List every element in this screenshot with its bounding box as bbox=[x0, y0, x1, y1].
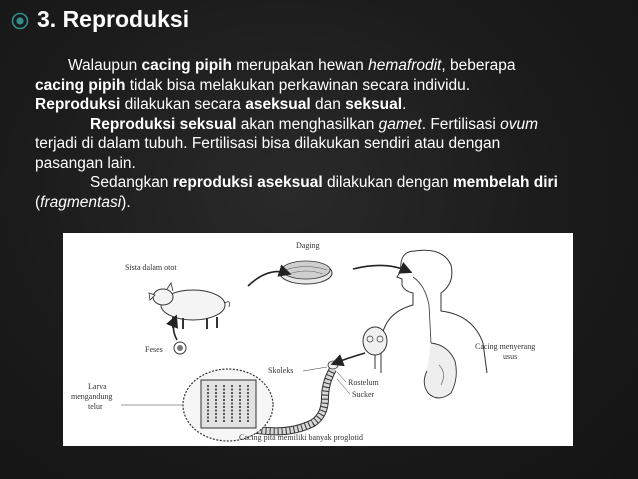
paragraph-line: Sedangkan reproduksi aseksual dilakukan dengan membelah diri bbox=[90, 174, 558, 191]
label-cacing-pita: Cacing pita memiliki banyak proglotid bbox=[239, 433, 363, 442]
meat-illustration bbox=[280, 261, 332, 284]
label-larva-2: mengandung bbox=[71, 392, 113, 401]
paragraph-line: Reproduksi seksual akan menghasilkan gamet. Fertilisasi ovum bbox=[90, 115, 538, 133]
paragraph-line: terjadi di dalam tubuh. Fertilisasi bisa dilakukan sendiri atau dengan bbox=[35, 135, 501, 152]
human-body-illustration bbox=[381, 250, 487, 398]
label-cacing-2: usus bbox=[503, 352, 518, 361]
label-rostelum: Rostelum bbox=[348, 378, 379, 387]
slide-body bbox=[35, 56, 625, 212]
label-daging: Daging bbox=[296, 241, 320, 250]
slide-title: 3. Reproduksi bbox=[37, 6, 190, 32]
tapeworm-life-cycle-diagram bbox=[63, 233, 573, 446]
label-cacing-1: Cacing menyerang bbox=[475, 342, 536, 351]
paragraph-line: Walaupun cacing pipih merupakan hewan hemafrodit, beberapa bbox=[68, 57, 516, 74]
paragraph-line: cacing pipih tidak bisa melakukan perkawinan secara individu. bbox=[35, 76, 471, 94]
label-feses: Feses bbox=[145, 345, 163, 354]
circle-bullet-icon bbox=[11, 12, 29, 30]
label-sista: Sista dalam otot bbox=[125, 263, 177, 272]
label-skoleks: Skoleks bbox=[268, 366, 294, 375]
pig-illustration bbox=[149, 283, 230, 329]
label-larva-1: Larva bbox=[88, 382, 107, 391]
paragraph-line: (fragmentasi). bbox=[35, 193, 131, 211]
proglottid-illustration bbox=[183, 369, 273, 441]
paragraph-line: Reproduksi dilakukan secara aseksual dan seksual. bbox=[35, 96, 407, 113]
scolex-illustration bbox=[363, 327, 387, 369]
label-sucker: Sucker bbox=[352, 390, 375, 399]
egg-illustration bbox=[174, 342, 186, 354]
label-larva-3: telur bbox=[88, 402, 103, 411]
paragraph-line: pasangan lain. bbox=[35, 154, 136, 172]
